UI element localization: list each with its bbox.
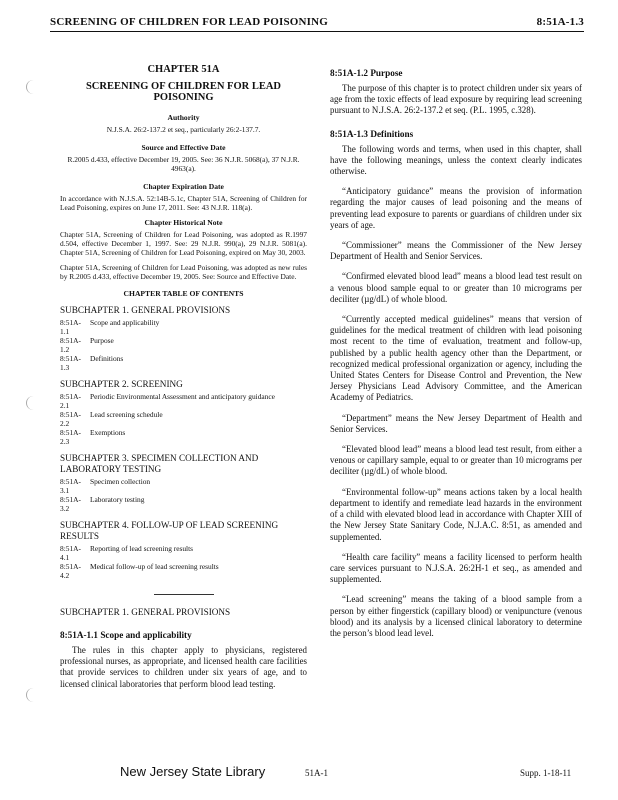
definition-paragraph: “Elevated blood lead” means a blood lead test result, from either a venous or capillary sample, equal to or greater than 10 micrograms per deciliter (µg/dL) of whole blood.: [330, 444, 582, 477]
divider: [154, 594, 214, 595]
authority-text: N.J.S.A. 26:2-137.2 et seq., particularly 26:2-137.7.: [106, 125, 261, 134]
toc-subchapter: SUBCHAPTER 2. SCREENING: [60, 379, 183, 389]
toc-item: 8:51A-1.2 Purpose: [60, 336, 114, 354]
definition-paragraph: “Currently accepted medical guidelines” means that version of guidelines for the medical treatment of children with lead poisoning most recent to the time of evaluation, treatment and follow-up, published by a public health agency other than the Department, or recognized medical professional organization or agency, including the United States Centers for Disease Control and Prevention, the New Jersey Physicians Lead Advisory Committee, and the American Academy of Pediatrics.: [330, 314, 582, 403]
toc-heading: CHAPTER TABLE OF CONTENTS: [123, 289, 244, 298]
library-stamp: New Jersey State Library: [120, 764, 266, 779]
authority-heading: Authority: [167, 113, 200, 122]
toc-subchapter: SUBCHAPTER 1. GENERAL PROVISIONS: [60, 305, 231, 315]
history-paragraph: Chapter 51A, Screening of Children for Lead Poisoning, was adopted as new rules by R.2005 d.433, effective December 19, 2005. See: Source and Effective Date.: [60, 263, 307, 281]
definition-paragraph: The following words and terms, when used in this chapter, shall have the following meanings, unless the context clearly indicates otherwise.: [330, 143, 582, 177]
definition-paragraph: “Health care facility” means a facility licensed to perform health care services pursuant to N.J.S.A. 26:2H-1 et seq., as amended and supplemented.: [330, 551, 582, 585]
page-number: 51A-1: [305, 768, 328, 778]
definition-paragraph: “Anticipatory guidance” means the provision of information regarding the major causes of lead poisoning and the means of preventing lead exposure to parents or guardians of children under six years of age.: [330, 186, 582, 230]
section-heading: 8:51A-1.3 Definitions: [330, 128, 414, 139]
toc-item: 8:51A-2.2 Lead screening schedule: [60, 410, 163, 428]
toc-item: 8:51A-1.1 Scope and applicability: [60, 318, 160, 336]
right-column: [330, 62, 582, 648]
toc-item: 8:51A-1.3 Definitions: [60, 354, 124, 372]
section-text: The rules in this chapter apply to physicians, registered professional nurses, as appropriate, and licensed health care facilities that provide services to children under six years of age, and to licensed clinical laboratories that perform blood lead testing.: [60, 645, 307, 689]
definition-paragraph: “Commissioner” means the Commissioner of the New Jersey Department of Health and Senior Services.: [330, 240, 582, 262]
toc-item: 8:51A-2.3 Exemptions: [60, 428, 126, 446]
toc-subchapter: SUBCHAPTER 4. FOLLOW-UP OF LEAD SCREENING RESULTS: [60, 520, 279, 541]
toc-item: 8:51A-2.1 Periodic Environmental Assessment and anticipatory guidance: [60, 392, 275, 410]
section-heading: 8:51A-1.2 Purpose: [330, 68, 403, 78]
toc-subchapter: SUBCHAPTER 3. SPECIMEN COLLECTION AND LABORATORY TESTING: [60, 453, 259, 474]
toc-item: 8:51A-4.2 Medical follow-up of lead screening results: [60, 562, 219, 580]
toc-item: 8:51A-3.2 Laboratory testing: [60, 495, 145, 513]
definition-paragraph: “Lead screening” means the taking of a blood sample from a person by either fingerstick (capillary blood) or venipuncture (venous blood) and its analysis by a licensed clinical laboratory to determine the person’s blood lead level.: [330, 594, 582, 638]
definition-paragraph: “Department” means the New Jersey Department of Health and Senior Services.: [330, 412, 582, 434]
scan-mark: [26, 80, 41, 94]
section-text: The purpose of this chapter is to protect children under six years of age from the toxic effects of lead exposure by requiring lead screening pursuant to N.J.S.A. 26:2-137.2 et seq. (P.L. 1995, c.328).: [330, 83, 582, 116]
section-heading: 8:51A-1.1 Scope and applicability: [60, 630, 192, 640]
subchapter-heading: SUBCHAPTER 1. GENERAL PROVISIONS: [60, 607, 231, 617]
definition-paragraph: “Environmental follow-up” means actions taken by a local health department to identify and remediate lead hazards in the environment of a child with elevated blood lead in accordance with Chapter XIII of the New Jersey State Sanitary Code, N.J.A.C. 8:51, as amended and supplemented.: [330, 486, 582, 542]
scan-mark: [26, 396, 41, 410]
history-heading: Chapter Historical Note: [144, 218, 223, 227]
source-heading: Source and Effective Date: [141, 143, 226, 152]
expiration-text: In accordance with N.J.S.A. 52:14B-5.1c, Chapter 51A, Screening of Children for Lead Poisoning, expires on June 17, 2011. See: 43 N.J.R. 118(a).: [60, 194, 307, 212]
history-paragraph: Chapter 51A, Screening of Children for Lead Poisoning, was adopted as R.1997 d.504, effective December 1, 1997. See: 29 N.J.R. 990(a), 29 N.J.R. 5081(a). Chapter 51A, Screening of Children for Lead Poisoning, expired on May 30, 2003.: [60, 230, 307, 257]
supplement-date: Supp. 1-18-11: [520, 768, 572, 778]
header-section: 8:51A-1.3: [536, 16, 584, 28]
toc-item: 8:51A-4.1 Reporting of lead screening results: [60, 544, 194, 562]
chapter-number: CHAPTER 51A: [147, 64, 220, 75]
source-text: R.2005 d.433, effective December 19, 2005. See: 36 N.J.R. 5068(a), 37 N.J.R. 4963(a).: [67, 155, 300, 173]
header-title: SCREENING OF CHILDREN FOR LEAD POISONING: [50, 16, 329, 28]
left-column: [60, 62, 307, 699]
chapter-title: SCREENING OF CHILDREN FOR LEAD POISONING: [85, 81, 282, 103]
definition-paragraph: “Confirmed elevated blood lead” means a blood lead test result on a venous blood sample equal to or greater than 10 micrograms per deciliter (µg/dL) of whole blood.: [330, 271, 582, 304]
running-header: [50, 16, 584, 32]
expiration-heading: Chapter Expiration Date: [143, 182, 224, 191]
toc-item: 8:51A-3.1 Specimen collection: [60, 477, 151, 495]
scan-mark: [26, 688, 41, 702]
